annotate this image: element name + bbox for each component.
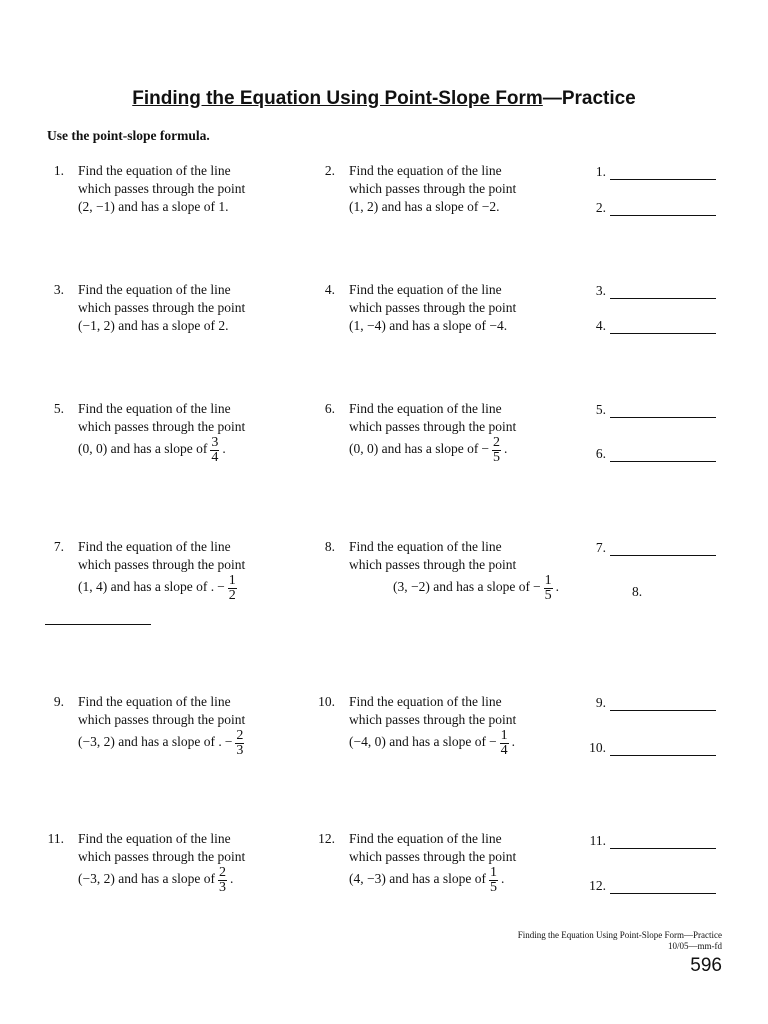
- problem-text: [349, 830, 579, 895]
- fraction-denominator: 2: [228, 587, 236, 603]
- fraction-denominator: 3: [236, 742, 244, 758]
- problem-number: 6.: [324, 401, 335, 416]
- slope-period: .: [229, 871, 234, 886]
- problem-number: 10.: [318, 694, 335, 709]
- answer-row: [574, 283, 716, 299]
- fraction-numerator: 2: [492, 434, 500, 450]
- problem-number: 11.: [47, 831, 64, 846]
- slope-fraction: [492, 436, 501, 465]
- problem-line2: which passes through the point: [349, 712, 517, 727]
- answer-label: 1.: [595, 164, 606, 179]
- slope-fraction: [235, 729, 244, 758]
- problem-number: 7.: [53, 539, 64, 554]
- problem-number: 4.: [324, 282, 335, 297]
- answer-blank[interactable]: [610, 543, 716, 556]
- problem-point-text: (0, 0) and has a slope of: [349, 441, 479, 456]
- problem-text: [349, 400, 579, 465]
- fraction-numerator: 1: [489, 864, 497, 880]
- fraction-denominator: 4: [211, 449, 219, 465]
- problem-point-text: (−3, 2) and has a slope of .: [78, 734, 222, 749]
- problem-line2: which passes through the point: [349, 849, 517, 864]
- slope-fraction: [500, 729, 509, 758]
- slope-period: .: [222, 441, 226, 456]
- problem-slope-line: [78, 317, 308, 335]
- problem-slope-line: [78, 572, 308, 603]
- answer-label: 3.: [595, 283, 606, 298]
- fraction-denominator: 3: [218, 879, 226, 895]
- problem-text: [78, 693, 308, 758]
- problem-text: [349, 162, 579, 216]
- page-title: [0, 88, 768, 110]
- problem-slope-line: [349, 317, 579, 335]
- footer: [518, 930, 722, 952]
- answer-row: [574, 200, 716, 216]
- problem-slope-line: [78, 434, 308, 465]
- slope-sign: −: [488, 734, 497, 749]
- answer-blank[interactable]: [610, 881, 716, 894]
- fraction-denominator: 4: [500, 742, 508, 758]
- problem-point-text: (1, −4) and has a slope of −4.: [349, 318, 508, 333]
- problem-line2: which passes through the point: [349, 419, 517, 434]
- instructions: Use the point-slope formula.: [47, 128, 210, 143]
- slope-sign: −: [224, 734, 233, 749]
- fraction-numerator: 2: [218, 864, 226, 880]
- problem-line1: Find the equation of the line: [78, 831, 231, 846]
- problem-slope-line: [349, 727, 579, 758]
- fraction-numerator: 2: [236, 727, 244, 743]
- answer-label: 5.: [595, 402, 606, 417]
- slope-period: .: [503, 441, 508, 456]
- problem-point-text: (4, −3) and has a slope of: [349, 871, 486, 886]
- problem-line2: which passes through the point: [78, 849, 246, 864]
- problem-slope-line: [78, 198, 308, 216]
- problem-text: [78, 281, 308, 335]
- answer-row: [574, 402, 716, 418]
- slope-fraction: [210, 436, 219, 465]
- answer-row: [574, 740, 716, 756]
- fraction-numerator: 1: [500, 727, 508, 743]
- answer-label: 4.: [595, 318, 606, 333]
- problem-point-text: (−3, 2) and has a slope of: [78, 871, 215, 886]
- problem-line2: which passes through the point: [78, 419, 246, 434]
- answer-blank[interactable]: [610, 836, 716, 849]
- footer-title: Finding the Equation Using Point-Slope Form—Practice: [517, 930, 722, 940]
- problem-line1: Find the equation of the line: [78, 163, 231, 178]
- problem-slope-line: [78, 727, 308, 758]
- page-number: 596: [690, 955, 722, 976]
- answer-label-8: 8.: [632, 584, 643, 599]
- answer-label: 10.: [589, 740, 606, 755]
- problem-point-text: (−4, 0) and has a slope of: [349, 734, 486, 749]
- problem-number: 1.: [53, 163, 64, 178]
- problem-line2: which passes through the point: [78, 557, 246, 572]
- problem-point-text: (2, −1) and has a slope of 1.: [78, 199, 229, 214]
- problem-point-text: (1, 2) and has a slope of −2.: [349, 199, 500, 214]
- problem-line2: which passes through the point: [78, 712, 246, 727]
- problem-line2: which passes through the point: [349, 181, 517, 196]
- answer-row: [574, 318, 716, 334]
- problem-point-text: (1, 4) and has a slope of .: [78, 579, 215, 594]
- answer-row: [574, 833, 716, 849]
- problem-text: [349, 281, 579, 335]
- fraction-numerator: 1: [228, 572, 236, 588]
- problem-line2: which passes through the point: [349, 557, 517, 572]
- problem-text: [78, 538, 308, 603]
- problem-slope-line: [349, 864, 579, 895]
- answer-label: 2.: [595, 200, 606, 215]
- answer-blank[interactable]: [610, 405, 716, 418]
- problem-slope-line: [349, 198, 579, 216]
- answer-blank[interactable]: [610, 286, 716, 299]
- problem-slope-line: [349, 434, 579, 465]
- fraction-numerator: 1: [544, 572, 552, 588]
- answer-blank[interactable]: [610, 203, 716, 216]
- problem-number: 5.: [53, 401, 64, 416]
- slope-sign: −: [532, 579, 541, 594]
- slope-fraction: [489, 866, 498, 895]
- problem-line1: Find the equation of the line: [78, 282, 231, 297]
- problem-line2: which passes through the point: [78, 181, 246, 196]
- answer-blank-8[interactable]: [45, 624, 151, 625]
- page-title-suffix: —Practice: [542, 88, 636, 109]
- slope-sign: −: [481, 441, 489, 456]
- problem-line1: Find the equation of the line: [78, 401, 231, 416]
- problem-line1: Find the equation of the line: [349, 694, 502, 709]
- problem-point-text: (3, −2) and has a slope of: [393, 579, 530, 594]
- problem-text: [78, 162, 308, 216]
- problem-line2: which passes through the point: [78, 300, 246, 315]
- problem-text: [349, 538, 579, 603]
- problem-line2: which passes through the point: [349, 300, 517, 315]
- slope-sign: −: [217, 579, 225, 594]
- problem-line1: Find the equation of the line: [349, 163, 502, 178]
- problem-number: 8.: [324, 539, 335, 554]
- slope-period: .: [555, 579, 559, 594]
- fraction-denominator: 5: [492, 449, 500, 465]
- problem-number: 3.: [53, 282, 64, 297]
- slope-period: .: [500, 871, 505, 886]
- problem-number: 9.: [53, 694, 64, 709]
- problem-line1: Find the equation of the line: [78, 694, 231, 709]
- answer-row: [574, 164, 716, 180]
- page-title-main: Finding the Equation Using Point-Slope Form: [132, 88, 543, 109]
- fraction-denominator: 5: [544, 587, 552, 603]
- slope-fraction: [228, 574, 237, 603]
- fraction-denominator: 5: [489, 879, 497, 895]
- answer-label: 11.: [589, 833, 606, 848]
- problem-line1: Find the equation of the line: [78, 539, 231, 554]
- answer-blank[interactable]: [610, 321, 716, 334]
- answer-label: 9.: [595, 695, 606, 710]
- problem-number: 12.: [318, 831, 335, 846]
- answer-blank[interactable]: [610, 167, 716, 180]
- slope-fraction: [218, 866, 227, 895]
- answer-label: 7.: [595, 540, 606, 555]
- answer-row: [574, 695, 716, 711]
- problem-point-text: (−1, 2) and has a slope of 2.: [78, 318, 229, 333]
- problem-text: [349, 693, 579, 758]
- answer-row: [574, 446, 716, 462]
- problem-text: [78, 400, 308, 465]
- answer-blank[interactable]: [610, 743, 716, 756]
- problem-line1: Find the equation of the line: [349, 401, 502, 416]
- answer-blank[interactable]: [610, 449, 716, 462]
- problem-text: [78, 830, 308, 895]
- answer-blank[interactable]: [610, 698, 716, 711]
- problem-line1: Find the equation of the line: [349, 831, 502, 846]
- footer-code: 10/05—mm-fd: [668, 941, 722, 951]
- answer-row: [574, 540, 716, 556]
- problem-line1: Find the equation of the line: [349, 282, 502, 297]
- slope-period: .: [511, 734, 515, 749]
- fraction-numerator: 3: [211, 434, 219, 450]
- answer-label: 6.: [595, 446, 606, 461]
- problem-slope-line: [78, 864, 308, 895]
- problem-number: 2.: [324, 163, 335, 178]
- problem-point-text: (0, 0) and has a slope of: [78, 441, 208, 456]
- problem-slope-line: [393, 572, 579, 603]
- answer-label: 12.: [589, 878, 606, 893]
- problem-line1: Find the equation of the line: [349, 539, 502, 554]
- slope-fraction: [544, 574, 553, 603]
- answer-row: [574, 878, 716, 894]
